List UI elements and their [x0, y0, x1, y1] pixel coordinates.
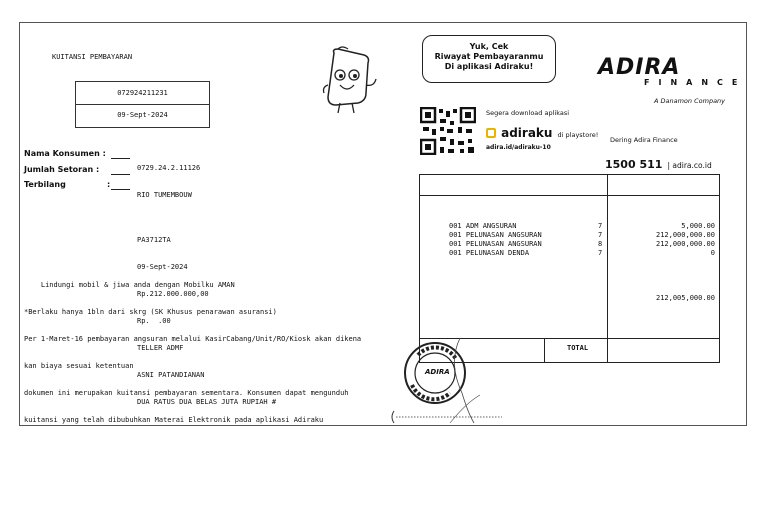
- mascot-icon: [320, 45, 382, 115]
- row-desc: 001 PELUNASAN DENDA: [449, 249, 530, 257]
- adiraku-app-icon: [486, 128, 496, 138]
- row-amount: 0: [710, 249, 715, 257]
- value-line: Rp.212.000.000,00: [137, 290, 209, 298]
- label-nama-konsumen: Nama Konsumen :: [24, 149, 106, 158]
- bubble-line: Riwayat Pembayaranmu: [434, 52, 544, 61]
- company-tagline: A Danamon Company: [654, 97, 726, 105]
- website: | adira.co.id: [667, 161, 712, 170]
- row-desc: 001 ADM ANGSURAN: [449, 222, 517, 230]
- value-line: DUA RATUS DUA BELAS JUTA RUPIAH #: [137, 398, 277, 406]
- box-divider: [76, 104, 209, 105]
- note-line: Lindungi mobil & jiwa anda dengan Mobilku AMAN: [24, 281, 235, 289]
- total-label: TOTAL: [567, 344, 589, 352]
- dering-label: Dering Adira Finance: [610, 136, 678, 144]
- underline-jumlah: [111, 174, 130, 175]
- receipt-date: 09-Sept-2024: [117, 111, 168, 119]
- value-line: 0729.24.2.11126: [137, 164, 201, 172]
- phone-contact: [605, 153, 712, 172]
- note-line: Per 1-Maret-16 pembayaran angsuran melalui KasirCabang/Unit/RO/Kiosk akan dikena: [24, 335, 362, 343]
- receipt-title: KUITANSI PEMBAYARAN: [52, 53, 133, 61]
- subtotal-amount: 212,005,000.00: [655, 294, 715, 302]
- adiraku-name: adiraku: [501, 126, 553, 140]
- stamp-center-text: ADIRA: [425, 368, 450, 376]
- receipt: [19, 22, 747, 426]
- row-qty: 7: [598, 231, 603, 239]
- table-divider: [607, 175, 608, 362]
- bubble-line: Di aplikasi Adiraku!: [444, 62, 534, 71]
- logo-sub: FINANCE: [644, 78, 747, 87]
- row-amount: 212,000,000.00: [655, 240, 715, 248]
- value-line: Rp. .00: [137, 317, 171, 325]
- label-terbilang: Terbilang: [24, 180, 66, 189]
- underline-nama: [111, 158, 130, 159]
- row-desc: 001 PELUNASAN ANGSURAN: [449, 240, 542, 248]
- row-qty: 8: [598, 240, 603, 248]
- label-jumlah-setoran: Jumlah Setoran :: [24, 165, 100, 174]
- phone-number: 1500 511: [605, 158, 663, 171]
- receipt-number-box: [75, 81, 210, 128]
- total-label-divider: [544, 338, 545, 362]
- stamp-seal-icon: [390, 333, 510, 425]
- playstore-text: di playstore!: [557, 131, 599, 139]
- table-header-line: [420, 195, 719, 196]
- value-line: TELLER ADMF: [137, 344, 184, 352]
- notes: [24, 263, 361, 443]
- adira-finance-logo: [598, 55, 746, 87]
- receipt-number: 072924211231: [117, 89, 168, 97]
- row-desc: 001 PELUNASAN ANGSURAN: [449, 231, 542, 239]
- value-line: PA3712TA: [137, 236, 171, 244]
- logo-main: ADIRA: [598, 55, 681, 80]
- note-line: *Berlaku hanya 1bln dari skrg (SK Khusus penarawan asuransi): [24, 308, 277, 316]
- download-text: Segera download aplikasi: [486, 109, 570, 117]
- value-line: 09-Sept-2024: [137, 263, 188, 271]
- row-amount: 5,000.00: [681, 222, 715, 230]
- qr-code-icon: [420, 107, 476, 155]
- value-line: ASNI PATANDIANAN: [137, 371, 205, 379]
- adiraku-brand: [486, 122, 598, 141]
- underline-terbilang: [111, 189, 130, 190]
- row-qty: 7: [598, 222, 603, 230]
- adiraku-link: adira.id/adiraku-10: [486, 144, 551, 151]
- value-line: RIO TUMEMBOUW: [137, 191, 192, 199]
- note-line: kuitansi yang telah dibubuhkan Materai Elektronik pada aplikasi Adiraku: [24, 416, 324, 424]
- note-line: dokumen ini merupakan kuitansi pembayaran sementara. Konsumen dapat mengunduh: [24, 389, 349, 397]
- row-amount: 212,000,000.00: [655, 231, 715, 239]
- speech-bubble: [422, 35, 556, 83]
- label-terbilang-colon: :: [107, 180, 111, 189]
- bubble-line: Yuk, Cek: [469, 42, 509, 51]
- note-line: kan biaya sesuai ketentuan: [24, 362, 134, 370]
- row-qty: 7: [598, 249, 603, 257]
